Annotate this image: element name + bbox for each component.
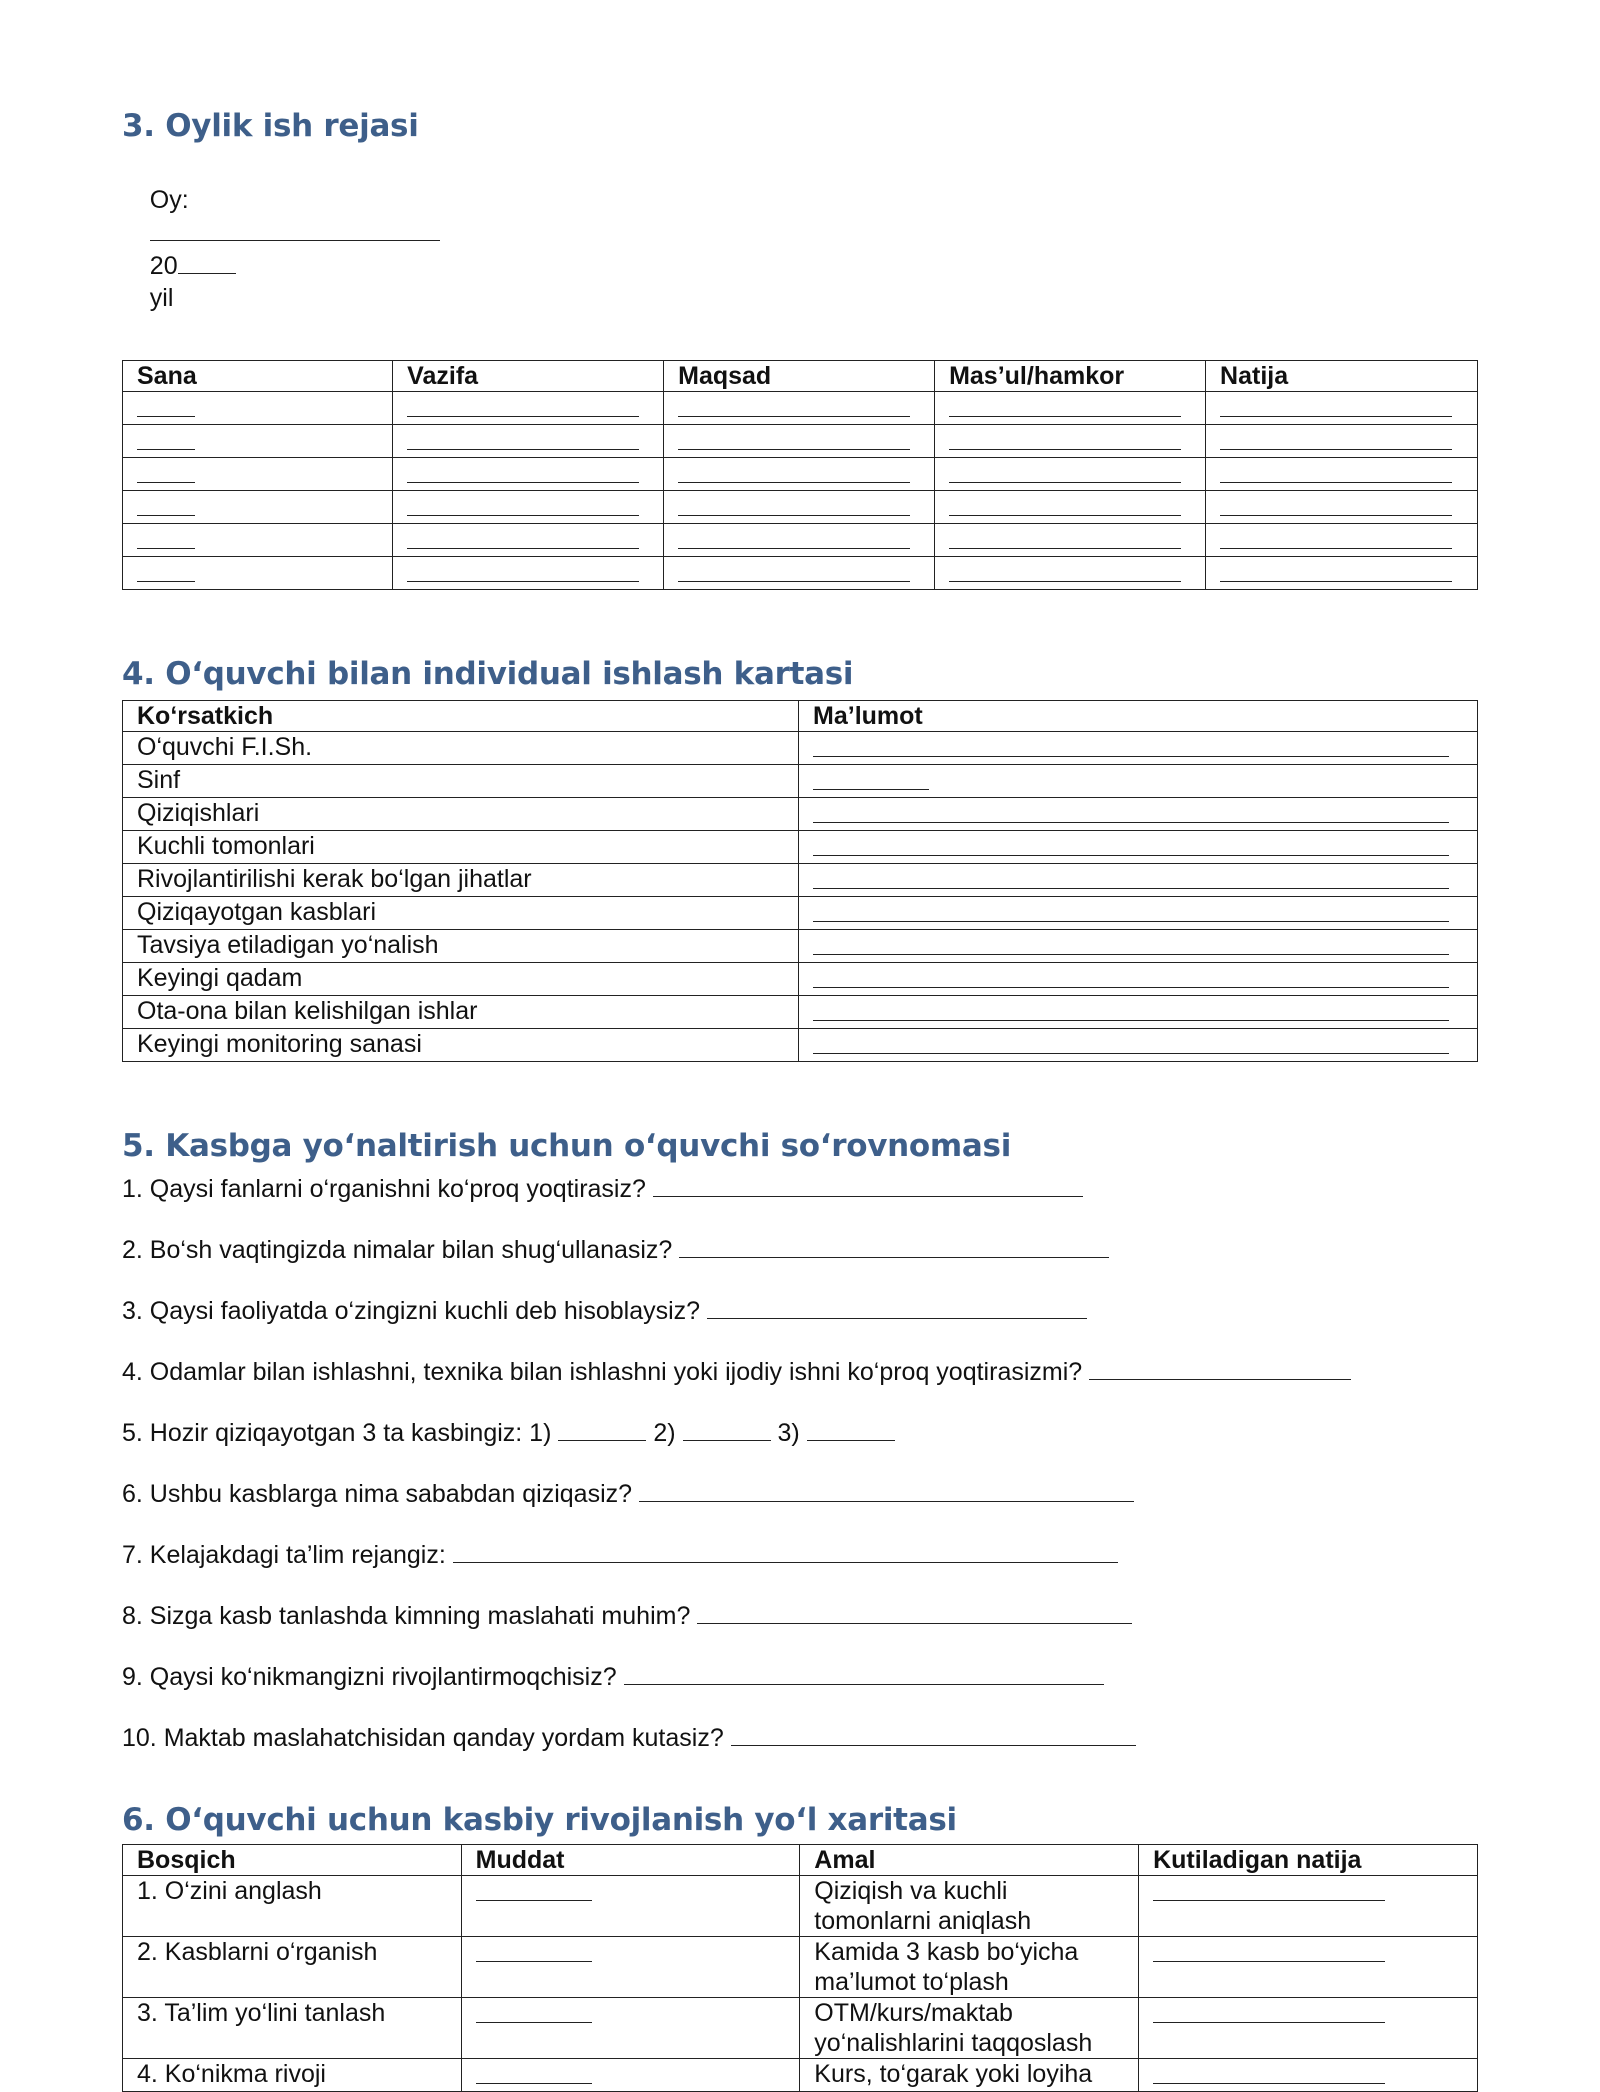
header-malumot: Ma’lumot <box>799 701 1478 732</box>
answer-blank[interactable] <box>683 1416 771 1441</box>
duration-cell <box>461 1876 800 1937</box>
indicator-label: O‘quvchi F.I.Sh. <box>123 732 799 765</box>
fill-blank[interactable] <box>137 491 195 516</box>
fill-blank[interactable] <box>949 392 1181 417</box>
result-cell <box>1139 2059 1478 2092</box>
action-cell: Qiziqish va kuchli tomonlarni aniqlash <box>800 1876 1139 1937</box>
fill-blank[interactable] <box>137 458 195 483</box>
q5-part2: 2) <box>653 1419 676 1447</box>
info-blank[interactable] <box>813 798 1449 823</box>
stage-cell: 1. O‘zini anglash <box>123 1876 462 1937</box>
question-1 <box>122 1172 1478 1205</box>
fill-blank[interactable] <box>407 557 639 582</box>
question-text: 2. Bo‘sh vaqtingizda nimalar bilan shug‘ullanasiz? <box>122 1236 673 1264</box>
duration-cell <box>461 1937 800 1998</box>
table-cell <box>393 524 664 557</box>
result-blank[interactable] <box>1153 2059 1385 2084</box>
table-row <box>123 963 1478 996</box>
table-cell <box>1206 425 1478 458</box>
question-4 <box>122 1355 1478 1388</box>
duration-cell <box>461 1998 800 2059</box>
result-cell <box>1139 1937 1478 1998</box>
table-cell <box>123 557 393 590</box>
result-blank[interactable] <box>1153 1998 1385 2023</box>
table-cell <box>393 491 664 524</box>
table-cell <box>935 557 1206 590</box>
fill-blank[interactable] <box>1220 557 1452 582</box>
info-cell <box>799 732 1478 765</box>
table-row <box>123 425 1478 458</box>
result-cell <box>1139 1876 1478 1937</box>
fill-blank[interactable] <box>137 425 195 450</box>
indicator-label: Qiziqishlari <box>123 798 799 831</box>
table-cell <box>123 491 393 524</box>
table-cell <box>393 458 664 491</box>
indicator-label: Rivojlantirilishi kerak bo‘lgan jihatlar <box>123 864 799 897</box>
question-text: 8. Sizga kasb tanlashda kimning maslahati muhim? <box>122 1602 691 1630</box>
table-cell <box>393 392 664 425</box>
info-cell <box>799 1029 1478 1062</box>
question-text: 6. Ushbu kasblarga nima sababdan qiziqasiz? <box>122 1480 633 1508</box>
table-header-row <box>123 361 1478 392</box>
fill-blank[interactable] <box>949 458 1181 483</box>
table-row <box>123 491 1478 524</box>
table-cell <box>664 524 935 557</box>
monthly-plan-table <box>122 360 1478 590</box>
fill-blank[interactable] <box>407 491 639 516</box>
fill-blank[interactable] <box>678 392 910 417</box>
info-cell <box>799 930 1478 963</box>
info-blank[interactable] <box>813 897 1449 922</box>
table-row <box>123 1998 1478 2059</box>
info-blank[interactable] <box>813 996 1449 1021</box>
table-row <box>123 524 1478 557</box>
answer-blank[interactable] <box>1089 1355 1351 1380</box>
fill-blank[interactable] <box>407 425 639 450</box>
individual-card-table <box>122 700 1478 1062</box>
fill-blank[interactable] <box>1220 491 1452 516</box>
duration-cell <box>461 2059 800 2092</box>
answer-blank[interactable] <box>679 1233 1109 1258</box>
questionnaire <box>122 1172 1478 1754</box>
table-cell <box>935 425 1206 458</box>
fill-blank[interactable] <box>1220 458 1452 483</box>
question-text: 5. Hozir qiziqayotgan 3 ta kasbingiz: 1) <box>122 1419 552 1447</box>
header-masul: Mas’ul/hamkor <box>935 361 1206 392</box>
document-page <box>122 96 1478 2092</box>
year-prefix: 20 <box>149 252 178 280</box>
indicator-label: Qiziqayotgan kasblari <box>123 897 799 930</box>
question-text: 7. Kelajakdagi ta’lim rejangiz: <box>122 1541 446 1569</box>
answer-blank[interactable] <box>624 1660 1104 1685</box>
answer-blank[interactable] <box>558 1416 646 1441</box>
answer-blank[interactable] <box>731 1721 1136 1746</box>
month-line <box>122 152 1478 346</box>
info-cell <box>799 831 1478 864</box>
table-cell <box>123 524 393 557</box>
roadmap-table <box>122 1844 1478 2092</box>
header-sana: Sana <box>123 361 393 392</box>
question-text: 10. Maktab maslahatchisidan qanday yordam kutasiz? <box>122 1724 724 1752</box>
header-muddat: Muddat <box>461 1845 800 1876</box>
fill-blank[interactable] <box>949 557 1181 582</box>
action-cell: OTM/kurs/maktab yo‘nalishlarini taqqoslash <box>800 1998 1139 2059</box>
year-suffix: yil <box>149 284 174 312</box>
answer-blank[interactable] <box>653 1172 1083 1197</box>
answer-blank[interactable] <box>697 1599 1132 1624</box>
answer-blank[interactable] <box>453 1538 1118 1563</box>
individual-card-body <box>123 732 1478 1062</box>
header-maqsad: Maqsad <box>664 361 935 392</box>
table-row <box>123 392 1478 425</box>
indicator-label: Sinf <box>123 765 799 798</box>
header-natija: Natija <box>1206 361 1478 392</box>
question-9 <box>122 1660 1478 1693</box>
duration-blank[interactable] <box>476 1876 592 1901</box>
oy-label: Oy: <box>149 186 189 214</box>
fill-blank[interactable] <box>678 524 910 549</box>
table-cell <box>1206 557 1478 590</box>
table-row <box>123 930 1478 963</box>
fill-blank[interactable] <box>407 392 639 417</box>
table-cell <box>1206 392 1478 425</box>
indicator-label: Ota-ona bilan kelishilgan ishlar <box>123 996 799 1029</box>
section5-title: 5. Kasbga yo‘naltirish uchun o‘quvchi so‘rovnomasi <box>122 1128 1012 1164</box>
table-cell <box>123 392 393 425</box>
info-cell <box>799 963 1478 996</box>
question-7 <box>122 1538 1478 1571</box>
info-blank[interactable] <box>813 963 1449 988</box>
table-cell <box>664 458 935 491</box>
question-6 <box>122 1477 1478 1510</box>
indicator-label: Keyingi qadam <box>123 963 799 996</box>
table-cell <box>935 524 1206 557</box>
header-vazifa: Vazifa <box>393 361 664 392</box>
fill-blank[interactable] <box>678 458 910 483</box>
answer-blank[interactable] <box>707 1294 1087 1319</box>
table-row <box>123 557 1478 590</box>
table-header-row <box>123 1845 1478 1876</box>
fill-blank[interactable] <box>1220 425 1452 450</box>
info-blank[interactable] <box>813 765 929 790</box>
section6-title: 6. O‘quvchi uchun kasbiy rivojlanish yo‘l xaritasi <box>122 1802 957 1838</box>
fill-blank[interactable] <box>407 524 639 549</box>
question-text: 9. Qaysi ko‘nikmangizni rivojlantirmoqchisiz? <box>122 1663 617 1691</box>
stage-cell: 3. Ta’lim yo‘lini tanlash <box>123 1998 462 2059</box>
indicator-label: Kuchli tomonlari <box>123 831 799 864</box>
stage-cell: 2. Kasblarni o‘rganish <box>123 1937 462 1998</box>
fill-blank[interactable] <box>137 524 195 549</box>
question-10 <box>122 1721 1478 1754</box>
table-cell <box>664 557 935 590</box>
info-cell <box>799 897 1478 930</box>
answer-blank[interactable] <box>639 1477 1134 1502</box>
question-5 <box>122 1416 1478 1449</box>
table-row <box>123 996 1478 1029</box>
table-cell <box>1206 458 1478 491</box>
fill-blank[interactable] <box>407 458 639 483</box>
action-cell: Kurs, to‘garak yoki loyiha <box>800 2059 1139 2092</box>
result-cell <box>1139 1998 1478 2059</box>
info-blank[interactable] <box>813 831 1449 856</box>
action-cell: Kamida 3 kasb bo‘yicha ma’lumot to‘plash <box>800 1937 1139 1998</box>
info-blank[interactable] <box>813 864 1449 889</box>
table-cell <box>393 425 664 458</box>
header-korsatkich: Ko‘rsatkich <box>123 701 799 732</box>
header-amal: Amal <box>800 1845 1139 1876</box>
fill-blank[interactable] <box>137 392 195 417</box>
roadmap-body <box>123 1876 1478 2092</box>
info-cell <box>799 996 1478 1029</box>
result-blank[interactable] <box>1153 1937 1385 1962</box>
question-text: 3. Qaysi faoliyatda o‘zingizni kuchli deb hisoblaysiz? <box>122 1297 701 1325</box>
table-cell <box>1206 491 1478 524</box>
table-row <box>123 1876 1478 1937</box>
fill-blank[interactable] <box>1220 524 1452 549</box>
fill-blank[interactable] <box>1220 392 1452 417</box>
info-cell <box>799 765 1478 798</box>
section4-title: 4. O‘quvchi bilan individual ishlash kartasi <box>122 656 854 692</box>
year-blank[interactable] <box>178 249 236 274</box>
table-cell <box>664 392 935 425</box>
result-blank[interactable] <box>1153 1876 1385 1901</box>
table-row <box>123 1029 1478 1062</box>
table-cell <box>664 491 935 524</box>
table-cell <box>393 557 664 590</box>
info-cell <box>799 864 1478 897</box>
table-cell <box>664 425 935 458</box>
duration-blank[interactable] <box>476 2059 592 2084</box>
question-text: 1. Qaysi fanlarni o‘rganishni ko‘proq yoqtirasiz? <box>122 1175 646 1203</box>
monthly-plan-body <box>123 392 1478 590</box>
table-row <box>123 732 1478 765</box>
table-row <box>123 831 1478 864</box>
fill-blank[interactable] <box>137 557 195 582</box>
fill-blank[interactable] <box>678 425 910 450</box>
info-blank[interactable] <box>813 930 1449 955</box>
section3-title: 3. Oylik ish rejasi <box>122 108 419 144</box>
table-row <box>123 864 1478 897</box>
header-bosqich: Bosqich <box>123 1845 462 1876</box>
question-text: 4. Odamlar bilan ishlashni, texnika bilan ishlashni yoki ijodiy ishni ko‘proq yoqtirasizmi? <box>122 1358 1083 1386</box>
info-cell <box>799 798 1478 831</box>
indicator-label: Keyingi monitoring sanasi <box>123 1029 799 1062</box>
fill-blank[interactable] <box>949 491 1181 516</box>
table-cell <box>123 425 393 458</box>
question-3 <box>122 1294 1478 1327</box>
table-row <box>123 897 1478 930</box>
month-blank[interactable] <box>150 216 440 241</box>
table-row <box>123 1937 1478 1998</box>
table-row <box>123 458 1478 491</box>
table-row <box>123 765 1478 798</box>
table-cell <box>123 458 393 491</box>
table-header-row <box>123 701 1478 732</box>
answer-blank[interactable] <box>807 1416 895 1441</box>
fill-blank[interactable] <box>949 425 1181 450</box>
q5-part3: 3) <box>777 1419 800 1447</box>
indicator-label: Tavsiya etiladigan yo‘nalish <box>123 930 799 963</box>
table-row <box>123 2059 1478 2092</box>
duration-blank[interactable] <box>476 1998 592 2023</box>
info-blank[interactable] <box>813 1029 1449 1054</box>
fill-blank[interactable] <box>678 491 910 516</box>
info-blank[interactable] <box>813 732 1449 757</box>
table-cell <box>935 392 1206 425</box>
stage-cell: 4. Ko‘nikma rivoji <box>123 2059 462 2092</box>
table-cell <box>1206 524 1478 557</box>
table-cell <box>935 491 1206 524</box>
header-natija: Kutiladigan natija <box>1139 1845 1478 1876</box>
table-cell <box>935 458 1206 491</box>
table-row <box>123 798 1478 831</box>
question-8 <box>122 1599 1478 1632</box>
fill-blank[interactable] <box>949 524 1181 549</box>
duration-blank[interactable] <box>476 1937 592 1962</box>
question-2 <box>122 1233 1478 1266</box>
fill-blank[interactable] <box>678 557 910 582</box>
